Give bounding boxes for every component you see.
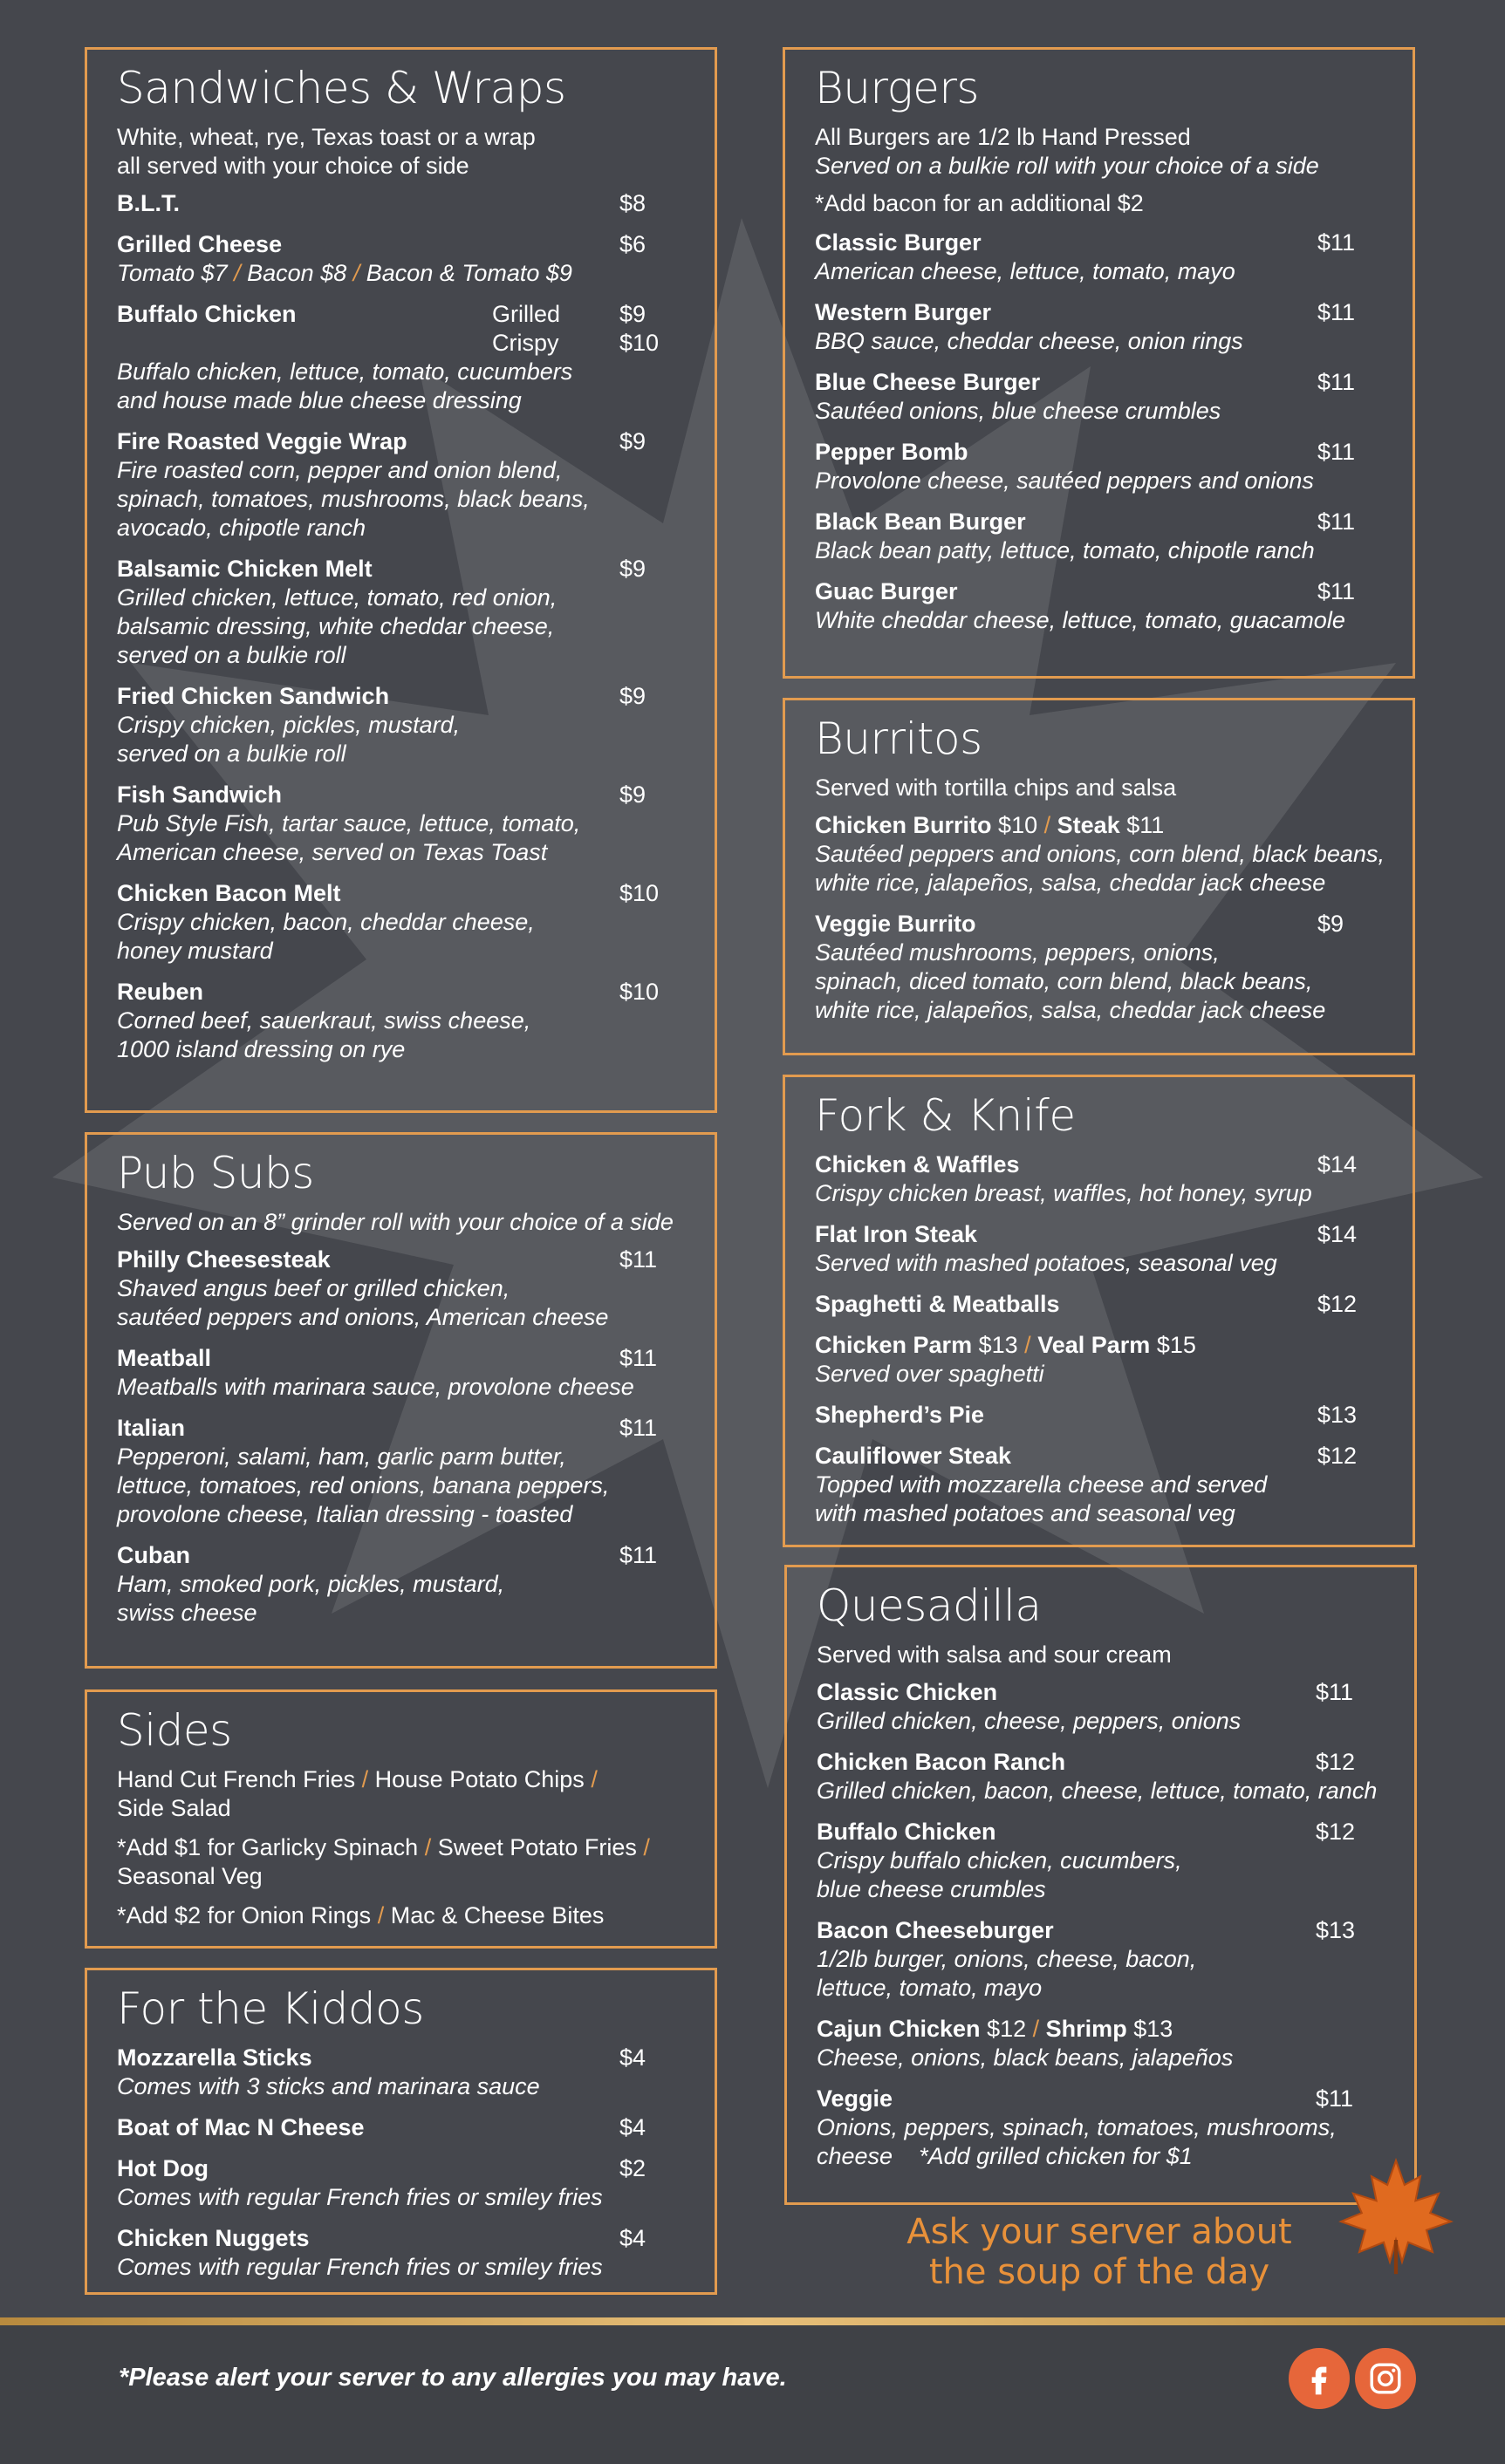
item-name: B.L.T. xyxy=(117,190,180,216)
item-name: Philly Cheesesteak xyxy=(117,1246,331,1273)
section-intro: Served with tortilla chips and salsa xyxy=(815,775,1177,801)
section-title: Burgers xyxy=(815,63,979,113)
pub-subs-section xyxy=(85,1132,717,1669)
item-description: Comes with regular French fries or smiley fries xyxy=(117,2184,603,2210)
menu-item-parm: Chicken Parm $13 / Veal Parm $15 Served over spaghetti xyxy=(815,1331,1385,1389)
item-name: Flat Iron Steak xyxy=(815,1221,978,1247)
item-description: white rice, jalapeños, salsa, cheddar jack cheese xyxy=(815,997,1326,1023)
item-price: $11 xyxy=(619,1415,658,1441)
item-name: Cuban xyxy=(117,1542,190,1568)
item-name: Shepherd’s Pie xyxy=(815,1402,985,1428)
maple-leaf-icon xyxy=(1335,2154,1457,2276)
item-price: $11 xyxy=(619,1542,658,1568)
item-name: Chicken Parm xyxy=(815,1332,973,1358)
item-description: Served over spaghetti xyxy=(815,1361,1044,1387)
item-description: 1/2lb burger, onions, cheese, bacon, xyxy=(817,1946,1197,1972)
item-description: honey mustard xyxy=(117,938,273,964)
item-price: $10 xyxy=(619,880,660,906)
item-description: American cheese, served on Texas Toast xyxy=(117,839,548,865)
menu-item-pepper-bomb xyxy=(815,438,1385,495)
item-price: $13 xyxy=(978,1332,1018,1358)
sides-line: *Add $1 for Garlicky Spinach / Sweet Potato Fries / Seasonal Veg xyxy=(117,1834,650,1889)
menu-item-guac-burger xyxy=(815,577,1385,635)
menu-item-balsamic-melt xyxy=(117,555,687,670)
kids-section xyxy=(85,1968,717,2295)
item-description: Comes with regular French fries or smiley fries xyxy=(117,2254,603,2280)
item-description: blue cheese crumbles xyxy=(817,1876,1046,1902)
item-price: $11 xyxy=(1316,1679,1354,1705)
facebook-glyph xyxy=(1302,2361,1337,2396)
item-price: $14 xyxy=(1317,1151,1358,1177)
menu-item-fried-chicken xyxy=(117,682,687,768)
footer xyxy=(0,2325,1505,2464)
item-description: Shaved angus beef or grilled chicken, xyxy=(117,1275,510,1301)
item-name: Black Bean Burger xyxy=(815,508,1026,535)
item-description: served on a bulkie roll xyxy=(117,741,346,767)
item-name: Chicken Burrito xyxy=(815,812,992,838)
item-description: Pub Style Fish, tartar sauce, lettuce, tomato, xyxy=(117,810,581,836)
menu-item-reuben xyxy=(117,978,687,1064)
item-name: Pepper Bomb xyxy=(815,439,968,465)
item-price: $12 xyxy=(1317,1443,1358,1469)
item-price: $9 xyxy=(619,782,646,808)
item-price: $9 xyxy=(619,428,646,454)
item-description: avocado, chipotle ranch xyxy=(117,515,366,541)
item-description: Grilled chicken, cheese, peppers, onions xyxy=(817,1708,1242,1734)
item-name: Steak xyxy=(1057,812,1120,838)
menu-item-chicken-bacon-melt xyxy=(117,879,687,966)
item-price: $11 xyxy=(1316,2085,1354,2112)
item-price: $9 xyxy=(619,683,646,709)
menu-item-chicken-burrito: Chicken Burrito $10 / Steak $11 Sautéed peppers and onions, corn blend, black beans, white rice, jalapeños, salsa, cheddar jack cheese xyxy=(815,812,1385,896)
item-name: Bacon Cheeseburger xyxy=(817,1917,1054,1943)
sides-line: Hand Cut French Fries / House Potato Chips / Side Salad xyxy=(117,1766,598,1821)
item-description: served on a bulkie roll xyxy=(117,642,346,668)
item-name: Veal Parm xyxy=(1037,1332,1151,1358)
item-price: $12 xyxy=(1317,1291,1358,1317)
burritos-section xyxy=(783,698,1415,1055)
instagram-glyph xyxy=(1367,2360,1404,2397)
item-price: $12 xyxy=(1316,1819,1356,1845)
item-description: Provolone cheese, sautéed peppers and onions xyxy=(815,468,1314,494)
section-intro: Served with salsa and sour cream xyxy=(817,1642,1172,1668)
item-price: $10 xyxy=(619,979,660,1005)
item-price: $11 xyxy=(1317,369,1356,395)
item-description: spinach, tomatoes, mushrooms, black beans, xyxy=(117,486,590,512)
item-price: $4 xyxy=(619,2225,646,2251)
item-name: Blue Cheese Burger xyxy=(815,369,1041,395)
item-description: 1000 island dressing on rye xyxy=(117,1036,406,1062)
item-description: BBQ sauce, cheddar cheese, onion rings xyxy=(815,328,1243,354)
item-price: $10 xyxy=(619,330,660,356)
item-description: lettuce, tomato, mayo xyxy=(817,1975,1043,2001)
menu-item-western-burger xyxy=(815,298,1385,356)
menu-item-cauliflower-steak xyxy=(815,1442,1385,1528)
item-description: with mashed potatoes and seasonal veg xyxy=(815,1500,1235,1526)
item-name: Guac Burger xyxy=(815,578,958,604)
item-price: $11 xyxy=(1317,439,1356,465)
menu-item-fish-sandwich xyxy=(117,781,687,867)
footer-divider xyxy=(0,2317,1505,2325)
item-name: Boat of Mac N Cheese xyxy=(117,2114,365,2140)
item-description: White cheddar cheese, lettuce, tomato, guacamole xyxy=(815,607,1345,633)
item-description: sautéed peppers and onions, American cheese xyxy=(117,1304,609,1330)
fork-knife-section xyxy=(783,1075,1415,1547)
item-name: Balsamic Chicken Melt xyxy=(117,556,373,582)
item-price: $4 xyxy=(619,2114,646,2140)
item-name: Veggie Burrito xyxy=(815,911,976,937)
item-description: swiss cheese xyxy=(117,1600,257,1626)
item-description: Crispy chicken, pickles, mustard, xyxy=(117,712,461,738)
item-name: Classic Burger xyxy=(815,229,982,256)
item-price: $4 xyxy=(619,2044,646,2071)
item-name: Mozzarella Sticks xyxy=(117,2044,312,2071)
item-price: $8 xyxy=(619,190,646,216)
item-name: Spaghetti & Meatballs xyxy=(815,1291,1060,1317)
menu-item-hotdog xyxy=(117,2154,687,2212)
item-description: spinach, diced tomato, corn blend, black beans, xyxy=(815,968,1313,994)
menu-item-italian xyxy=(117,1414,687,1529)
sides-line: *Add $2 for Onion Rings / Mac & Cheese Bites xyxy=(117,1902,605,1928)
item-price: $12 xyxy=(987,2016,1027,2042)
item-description: white rice, jalapeños, salsa, cheddar jack cheese xyxy=(815,870,1326,896)
item-price: $6 xyxy=(619,231,646,257)
item-description: Pepperoni, salami, ham, garlic parm butter, xyxy=(117,1444,566,1470)
section-intro: White, wheat, rye, Texas toast or a wrap all served with your choice of side xyxy=(117,124,536,179)
item-price: $11 xyxy=(619,1246,658,1273)
item-price: $9 xyxy=(619,556,646,582)
menu-item-chicken-waffles xyxy=(815,1150,1385,1208)
item-description: cheese *Add grilled chicken for $1 xyxy=(817,2143,1193,2169)
item-price: $11 xyxy=(1317,508,1356,535)
item-option: Grilled xyxy=(492,301,561,327)
item-description: Comes with 3 sticks and marinara sauce xyxy=(117,2073,540,2099)
menu-item-cajun-chicken: Cajun Chicken $12 / Shrimp $13 Cheese, onions, black beans, jalapeños xyxy=(817,2015,1386,2072)
item-price: $13 xyxy=(1317,1402,1358,1428)
item-name: Cajun Chicken xyxy=(817,2016,981,2042)
menu-item-cuban xyxy=(117,1541,687,1628)
menu-item-nuggets xyxy=(117,2224,687,2282)
menu-item-veggie-quesadilla xyxy=(817,2085,1386,2171)
item-description: Grilled chicken, lettuce, tomato, red onion, xyxy=(117,584,558,611)
item-description: Cheese, onions, black beans, jalapeños xyxy=(817,2044,1234,2071)
item-description: Topped with mozzarella cheese and served xyxy=(815,1471,1268,1498)
item-description: Ham, smoked pork, pickles, mustard, xyxy=(117,1571,505,1597)
menu-item-blue-cheese-burger xyxy=(815,368,1385,426)
item-description: Sautéed onions, blue cheese crumbles xyxy=(815,398,1221,424)
item-description: Crispy chicken breast, waffles, hot honey, syrup xyxy=(815,1180,1312,1206)
item-description: and house made blue cheese dressing xyxy=(117,387,522,413)
sandwiches-section xyxy=(85,47,717,1113)
burgers-note: *Add bacon for an additional $2 xyxy=(815,190,1144,216)
item-description: Crispy buffalo chicken, cucumbers, xyxy=(817,1847,1182,1874)
instagram-icon[interactable] xyxy=(1355,2348,1416,2409)
item-price: $2 xyxy=(619,2155,646,2181)
item-description: balsamic dressing, white cheddar cheese, xyxy=(117,613,555,639)
item-name: Western Burger xyxy=(815,299,992,325)
menu-item-classic-chicken xyxy=(817,1678,1386,1736)
section-title: Fork & Knife xyxy=(815,1090,1076,1141)
item-name: Chicken Nuggets xyxy=(117,2225,310,2251)
item-description: Sautéed mushrooms, peppers, onions, xyxy=(815,939,1220,966)
item-price: $10 xyxy=(998,812,1038,838)
item-name: Italian xyxy=(117,1415,186,1441)
section-intro: Served on an 8” grinder roll with your choice of a side xyxy=(117,1209,674,1235)
item-price: $11 xyxy=(619,1345,658,1371)
item-name: Buffalo Chicken xyxy=(117,301,297,327)
item-price: $11 xyxy=(1126,812,1165,838)
item-name: Shrimp xyxy=(1045,2016,1127,2042)
item-price: $9 xyxy=(1317,911,1344,937)
menu-item-blt xyxy=(117,189,687,218)
item-price: $13 xyxy=(1133,2016,1173,2042)
item-description: Grilled chicken, bacon, cheese, lettuce, tomato, ranch xyxy=(817,1778,1378,1804)
item-description: provolone cheese, Italian dressing - toasted xyxy=(117,1501,573,1527)
item-price: $11 xyxy=(1317,229,1356,256)
menu-item-mozzarella xyxy=(117,2044,687,2101)
menu-item-grilled-cheese xyxy=(117,230,687,288)
menu-item-bacon-cheeseburger xyxy=(817,1916,1386,2003)
menu-item-spaghetti xyxy=(815,1290,1385,1319)
section-title: Sandwiches & Wraps xyxy=(117,63,566,113)
item-name: Reuben xyxy=(117,979,204,1005)
menu-item-classic-burger xyxy=(815,229,1385,286)
item-price: $11 xyxy=(1317,299,1356,325)
item-name: Meatball xyxy=(117,1345,212,1371)
burgers-section xyxy=(783,47,1415,679)
menu-item-black-bean-burger xyxy=(815,508,1385,565)
item-name: Classic Chicken xyxy=(817,1679,998,1705)
item-name: Chicken & Waffles xyxy=(815,1151,1020,1177)
item-price: $14 xyxy=(1317,1221,1358,1247)
quesadilla-section xyxy=(784,1565,1417,2205)
item-name: Veggie xyxy=(817,2085,893,2112)
menu-item-shepherds-pie xyxy=(815,1401,1385,1430)
facebook-icon[interactable] xyxy=(1289,2348,1350,2409)
menu-item-buffalo-chicken xyxy=(117,300,687,415)
allergy-notice: *Please alert your server to any allergies you may have. xyxy=(119,2364,787,2392)
item-name: Chicken Bacon Melt xyxy=(117,880,341,906)
section-title: Sides xyxy=(117,1705,232,1756)
soup-of-the-day-note: Ask your server about the soup of the day xyxy=(906,2212,1292,2292)
sides-section xyxy=(85,1689,717,1949)
menu-item-veggie-burrito xyxy=(815,910,1385,1025)
menu-item-veggie-wrap xyxy=(117,427,687,543)
section-intro: All Burgers are 1/2 lb Hand Pressed Served on a bulkie roll with your choice of a side xyxy=(815,124,1319,179)
item-description: Fire roasted corn, pepper and onion blend, xyxy=(117,457,563,483)
menu-item-buffalo-quesadilla xyxy=(817,1818,1386,1904)
item-description: Served with mashed potatoes, seasonal veg xyxy=(815,1250,1277,1276)
item-description: Sautéed peppers and onions, corn blend, black beans, xyxy=(815,841,1385,867)
item-description: lettuce, tomatoes, red onions, banana peppers, xyxy=(117,1472,610,1498)
menu-item-philly xyxy=(117,1246,687,1332)
menu-item-chicken-bacon-ranch xyxy=(817,1748,1386,1805)
item-price: $12 xyxy=(1316,1749,1356,1775)
section-title: Pub Subs xyxy=(117,1148,314,1198)
item-name: Fish Sandwich xyxy=(117,782,283,808)
item-name: Cauliflower Steak xyxy=(815,1443,1012,1469)
item-name: Grilled Cheese xyxy=(117,231,283,257)
item-description: American cheese, lettuce, tomato, mayo xyxy=(815,258,1235,284)
section-title: Burritos xyxy=(815,713,982,764)
item-price: $11 xyxy=(1317,578,1356,604)
section-title: For the Kiddos xyxy=(117,1983,424,2034)
item-description: Tomato $7 / Bacon $8 / Bacon & Tomato $9 xyxy=(117,260,572,286)
menu-item-mac xyxy=(117,2113,687,2142)
item-name: Hot Dog xyxy=(117,2155,209,2181)
item-description: Buffalo chicken, lettuce, tomato, cucumbers xyxy=(117,358,573,385)
item-description: Onions, peppers, spinach, tomatoes, mushrooms, xyxy=(817,2114,1337,2140)
item-option: Crispy xyxy=(492,330,559,356)
item-name: Fire Roasted Veggie Wrap xyxy=(117,428,407,454)
item-price: $9 xyxy=(619,301,646,327)
item-price: $13 xyxy=(1316,1917,1356,1943)
section-title: Quesadilla xyxy=(817,1580,1042,1631)
item-description: Crispy chicken, bacon, cheddar cheese, xyxy=(117,909,535,935)
item-description: Black bean patty, lettuce, tomato, chipotle ranch xyxy=(815,537,1315,563)
item-name: Buffalo Chicken xyxy=(817,1819,996,1845)
item-description: Corned beef, sauerkraut, swiss cheese, xyxy=(117,1007,531,1034)
menu-item-flat-iron-steak xyxy=(815,1220,1385,1278)
menu-item-meatball xyxy=(117,1344,687,1402)
item-name: Chicken Bacon Ranch xyxy=(817,1749,1066,1775)
item-description: Meatballs with marinara sauce, provolone cheese xyxy=(117,1374,634,1400)
item-name: Fried Chicken Sandwich xyxy=(117,683,390,709)
item-price: $15 xyxy=(1156,1332,1196,1358)
